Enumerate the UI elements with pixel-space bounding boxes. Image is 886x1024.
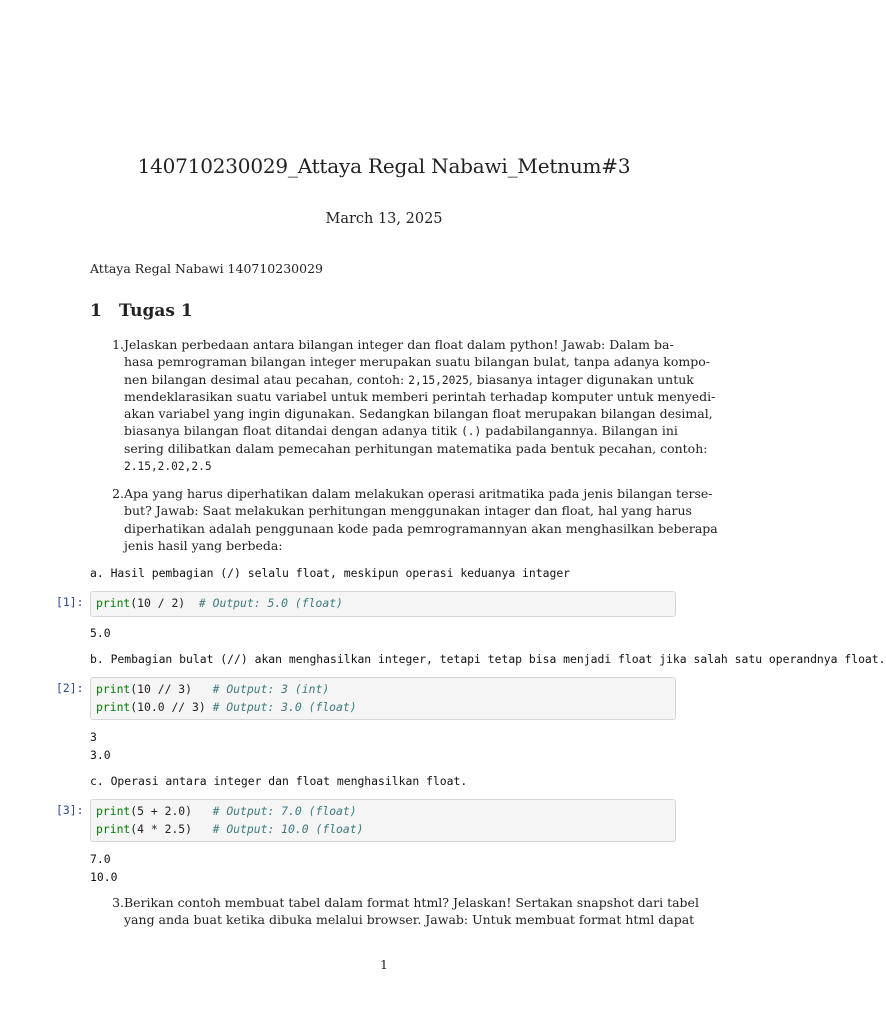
paragraph-text: jenis hasil yang berbeda: — [124, 537, 283, 553]
cell-prompt: [1]: — [56, 595, 84, 609]
paragraph-line — [124, 405, 713, 422]
code-args: (5 + 2.0) — [130, 804, 193, 818]
code-padding — [192, 804, 213, 818]
paragraph-text: but? Jawab: Saat melakukan perhitungan menggunakan intager dan float, hal yang harus — [124, 503, 692, 519]
code-comment: # Output: 3.0 (float) — [212, 699, 357, 714]
code-args: (10.0 // 3) — [130, 699, 206, 714]
paragraph-text: Apa yang harus diperhatikan dalam melakukan operasi aritmatika pada jenis bilangan terse- — [124, 486, 713, 501]
page-number: 1 — [380, 957, 388, 972]
paragraph-line — [124, 894, 699, 911]
code-args: (4 * 2.5) — [130, 821, 193, 836]
paragraph-line — [124, 485, 713, 502]
code-args: (10 / 2) — [130, 596, 186, 610]
code-keyword: print — [96, 596, 131, 610]
code-keyword: print — [96, 699, 131, 714]
list-item-body — [124, 485, 718, 554]
code-padding — [185, 596, 199, 610]
paragraph-line — [124, 440, 708, 457]
note-b: b. Pembagian bulat (//) akan menghasilkan integer, tetapi tetap bisa menjadi float jika salah satu operandnya float. — [90, 652, 886, 666]
cell-output-2 — [90, 728, 111, 764]
paragraph-text: Jelaskan perbedaan antara bilangan integer dan float dalam python! Jawab: Dalam ba- — [124, 337, 674, 352]
code-comment: # Output: 5.0 (float) — [198, 596, 343, 610]
code-comment: # Output: 3 (int) — [212, 682, 330, 696]
paragraph-line — [124, 336, 678, 353]
note-a: a. Hasil pembagian (/) selalu float, meskipun operasi keduanya intager — [90, 566, 571, 580]
cell-prompt: [2]: — [56, 681, 84, 695]
paragraph-text: biasanya bilangan float ditandai dengan adanya titik — [124, 423, 462, 439]
inline-code: 2,15,2025 — [408, 373, 469, 387]
list-item-2 — [106, 485, 718, 554]
code-keyword: print — [96, 804, 131, 818]
section-heading — [90, 301, 193, 321]
paragraph-text: hasa pemrograman bilangan integer merupakan suatu bilangan bulat, tanpa adanya kompo- — [124, 354, 710, 370]
cell-prompt: [3]: — [56, 803, 84, 817]
code-comment: # Output: 10.0 (float) — [212, 821, 364, 836]
list-marker: 1. — [112, 337, 124, 352]
list-marker: 2. — [112, 486, 124, 501]
paragraph-line — [124, 520, 718, 537]
code-line — [96, 699, 670, 717]
paragraph-line — [124, 502, 692, 519]
paragraph-line — [124, 388, 716, 405]
paragraph-line — [124, 537, 678, 554]
code-padding — [192, 682, 213, 696]
output-line: 3 — [90, 730, 97, 744]
paragraph-line — [124, 422, 678, 439]
list-item-3 — [106, 894, 699, 929]
section-title: Tugas 1 — [119, 301, 193, 321]
code-comment: # Output: 7.0 (float) — [212, 804, 357, 818]
document-title: 140710230029_Attaya Regal Nabawi_Metnum#3 — [137, 154, 631, 178]
list-item-1 — [106, 336, 716, 474]
code-cell-1[interactable] — [90, 591, 676, 617]
section-number: 1 — [90, 301, 102, 321]
document-date: March 13, 2025 — [325, 211, 443, 227]
paragraph-text: akan variabel yang ingin digunakan. Sedangkan bilangan float merupakan bilangan desimal, — [124, 406, 713, 422]
output-line: 3.0 — [90, 748, 111, 762]
note-c: c. Operasi antara integer dan float menghasilkan float. — [90, 774, 468, 788]
paragraph-text: sering dilibatkan dalam pemecahan perhitungan matematika pada bentuk pecahan, contoh: — [124, 440, 708, 456]
author-line: Attaya Regal Nabawi 140710230029 — [90, 261, 323, 276]
paragraph-text: padabilangannya. Bilangan ini — [481, 423, 678, 439]
paragraph-line — [124, 911, 695, 928]
code-line — [96, 821, 670, 839]
paragraph-line — [124, 371, 694, 388]
code-line — [96, 681, 670, 699]
paragraph-text: mendeklarasikan suatu variabel untuk memberi perintah terhadap komputer untuk menyedi- — [124, 388, 716, 404]
list-item-body — [124, 894, 699, 929]
list-marker: 3. — [112, 895, 124, 910]
paragraph-text: Berikan contoh membuat tabel dalam format html? Jelaskan! Sertakan snapshot dari tabel — [124, 895, 699, 910]
output-line: 10.0 — [90, 870, 118, 884]
code-padding — [192, 822, 213, 836]
cell-output-3 — [90, 850, 117, 886]
paragraph-text: yang anda buat ketika dibuka melalui browser. Jawab: Untuk membuat format html dapat — [124, 912, 695, 928]
inline-code: (.) — [461, 425, 482, 439]
paragraph-text: , biasanya intager digunakan untuk — [468, 371, 694, 387]
paragraph-line — [124, 353, 710, 370]
code-keyword: print — [96, 821, 131, 836]
output-line: 5.0 — [90, 626, 111, 640]
code-padding — [206, 700, 213, 714]
list-item-body — [124, 336, 716, 474]
code-args: (10 // 3) — [130, 682, 193, 696]
code-cell-3[interactable] — [90, 799, 676, 842]
paragraph-line — [124, 457, 678, 474]
inline-code: 2.15,2.02,2.5 — [124, 460, 212, 474]
paragraph-text: diperhatikan adalah penggunaan kode pada pemrogramannyan akan menghasilkan beberapa — [124, 520, 718, 536]
code-line — [96, 803, 670, 821]
code-cell-2[interactable] — [90, 677, 676, 720]
paragraph-text: nen bilangan desimal atau pecahan, contoh: — [124, 371, 409, 387]
output-line: 7.0 — [90, 852, 111, 866]
code-keyword: print — [96, 682, 131, 696]
cell-output-1 — [90, 624, 111, 642]
code-line — [96, 595, 670, 613]
